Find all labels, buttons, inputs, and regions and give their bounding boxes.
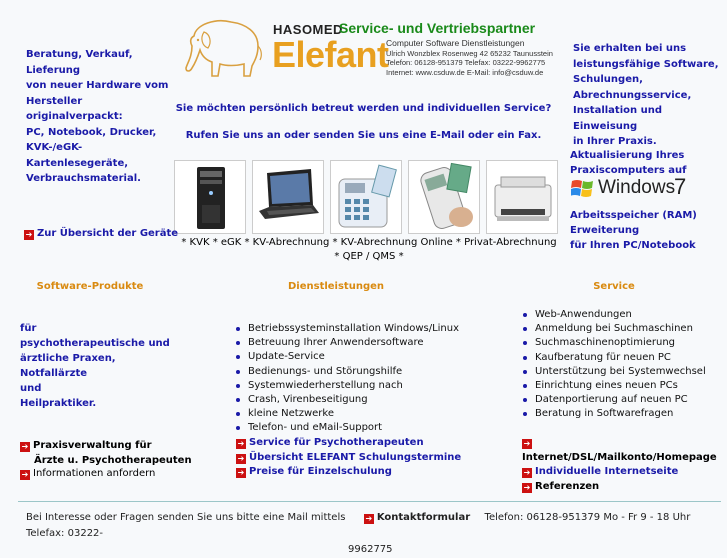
- list-item: Kaufberatung für neuen PC: [520, 351, 720, 365]
- arrow-right-icon: ➔: [523, 468, 531, 477]
- pc-tower-image[interactable]: [174, 160, 246, 234]
- arrow-right-icon: ➔: [237, 453, 245, 463]
- elephant-icon: [176, 16, 268, 78]
- list-item: kleine Netzwerke: [233, 407, 503, 421]
- printer-image[interactable]: [486, 160, 558, 234]
- service-list-container: [520, 308, 720, 422]
- footer-phone-fax: Telefon: 06128-951379 Mo - Fr 9 - 18 Uhr Telefax: 03222-: [26, 512, 691, 539]
- target-line: Heilpraktiker.: [20, 398, 97, 409]
- link-label[interactable]: Internet/DSL/Mailkonto/Homepage: [522, 451, 717, 463]
- service-list: [520, 308, 720, 422]
- card-reader-image[interactable]: [330, 160, 402, 234]
- device-overview-label[interactable]: Zur Übersicht der Geräte: [37, 228, 179, 239]
- hasomed-brand: HASOMED: [273, 22, 343, 37]
- windows7-logo: [571, 176, 691, 202]
- list-item: Systemwiederherstellung nach: [233, 379, 503, 393]
- training-prices-link[interactable]: [236, 465, 461, 480]
- intro-line: KVK-/eGK-Kartenlesegeräte,: [26, 142, 129, 169]
- arrow-right-icon: ➔: [237, 468, 245, 477]
- arrow-right-icon: ➔: [21, 470, 29, 479]
- list-item: Update-Service: [233, 350, 503, 364]
- list-item: Betreuung Ihrer Anwendersoftware: [233, 336, 503, 350]
- list-item: Betriebssysteminstallation Windows/Linux: [233, 322, 503, 336]
- arrow-right-icon: ➔: [523, 482, 531, 492]
- training-dates-link[interactable]: [236, 451, 461, 466]
- upgrade-line: Aktualisierung Ihres: [570, 150, 685, 161]
- list-item: Anmeldung bei Suchmaschinen: [520, 322, 720, 336]
- link-label[interactable]: Individuelle Internetseite: [535, 466, 679, 477]
- windows-wordmark: Windows: [598, 177, 676, 198]
- intro-line: Beratung, Verkauf, Lieferung: [26, 49, 133, 76]
- software-target-text: [20, 321, 170, 411]
- request-info-label[interactable]: Informationen anfordern: [33, 468, 156, 479]
- software-heading: Software-Produkte: [36, 281, 144, 292]
- list-item: Suchmaschinenoptimierung: [520, 336, 720, 350]
- footer-fax-cont: 9962775: [348, 544, 393, 555]
- footer-text: Bei Interesse oder Fragen senden Sie uns bitte eine Mail mittels: [26, 512, 346, 523]
- services-heading: Dienstleistungen: [287, 281, 385, 292]
- arrow-right-icon: ➔: [365, 514, 373, 523]
- intro-line: Abrechnungsservice,: [573, 89, 692, 101]
- internet-link[interactable]: [522, 436, 727, 465]
- notebook-image[interactable]: [252, 160, 324, 234]
- practice-link-label-2[interactable]: Ärzte u. Psychotherapeuten: [34, 455, 192, 466]
- upgrade-line: Praxiscomputers auf: [570, 165, 687, 176]
- list-item: Beratung in Softwarefragen: [520, 407, 720, 421]
- windows-flag-icon: [571, 178, 595, 200]
- request-info-link[interactable]: [20, 468, 155, 480]
- windows-version: 7: [674, 174, 687, 199]
- practice-management-link[interactable]: [20, 438, 192, 468]
- link-label[interactable]: Referenzen: [535, 480, 600, 492]
- references-link[interactable]: [522, 480, 727, 495]
- target-line: psychotherapeutische und: [20, 338, 170, 349]
- mobile-reader-image[interactable]: [408, 160, 480, 234]
- intro-line: Sie erhalten bei uns: [573, 43, 687, 54]
- logo-header: [176, 16, 568, 82]
- psychotherapist-service-link[interactable]: [236, 436, 461, 451]
- custom-website-link[interactable]: [522, 465, 727, 480]
- company-line: Computer Software Dienstleistungen: [386, 38, 525, 48]
- contact-form-label[interactable]: Kontaktformular: [376, 512, 471, 523]
- company-line: Internet: www.csduw.de E-Mail: info@csduw.de: [386, 67, 544, 77]
- target-line: Notfallärzte: [20, 368, 88, 379]
- intro-line: von neuer Hardware vom: [26, 80, 169, 91]
- link-label[interactable]: Übersicht ELEFANT Schulungstermine: [249, 451, 462, 463]
- device-overview-link[interactable]: [24, 228, 178, 240]
- list-item: Datenportierung auf neuen PC: [520, 393, 720, 407]
- intro-line: Verbrauchsmaterial.: [26, 173, 141, 184]
- elefant-brand: Elefant: [272, 34, 389, 75]
- intro-line: Installation und Einweisung: [573, 105, 662, 132]
- link-label[interactable]: Preise für Einzelschulung: [249, 466, 392, 477]
- practice-link-label[interactable]: Praxisverwaltung für: [33, 440, 152, 451]
- intro-line: Hersteller originalverpackt:: [26, 95, 123, 122]
- footer-divider: [18, 501, 721, 502]
- target-line: ärztliche Praxen,: [20, 353, 116, 364]
- list-item: Unterstützung bei Systemwechsel: [520, 365, 720, 379]
- arrow-right-icon: ➔: [21, 442, 29, 451]
- arrow-right-icon: ➔: [523, 439, 531, 448]
- feature-list: * KVK * eGK * KV-Abrechnung * KV-Abrechnung Online * Privat-Abrechnung * QEP / QMS *: [181, 237, 557, 262]
- service-heading: Service: [593, 281, 635, 292]
- company-info: [386, 39, 566, 77]
- contact-form-link[interactable]: [364, 512, 470, 523]
- list-item: Einrichtung eines neuen PCs: [520, 379, 720, 393]
- partner-title: Service- und Vertriebspartner: [339, 20, 536, 36]
- service-question: Sie möchten persönlich betreut werden und individuellen Service?: [175, 103, 552, 114]
- arrow-right-icon: ➔: [25, 230, 33, 239]
- company-line: Ulrich Wonzblex Rosenweg 42 65232 Taunusstein: [386, 48, 553, 58]
- services-list-container: [233, 322, 503, 436]
- arrow-right-icon: ➔: [237, 439, 245, 448]
- ram-line: Erweiterung: [570, 225, 640, 236]
- footer: [26, 510, 716, 558]
- services-list: [233, 322, 503, 436]
- list-item: Crash, Virenbeseitigung: [233, 393, 503, 407]
- services-links: [236, 436, 461, 480]
- list-item: Telefon- und eMail-Support: [233, 421, 503, 435]
- contact-invite: Rufen Sie uns an oder senden Sie uns eine E-Mail oder ein Fax.: [185, 130, 542, 141]
- intro-line: in Ihrer Praxis.: [573, 136, 657, 147]
- ram-line: für Ihren PC/Notebook: [570, 240, 696, 251]
- intro-line: Schulungen,: [573, 74, 643, 85]
- list-item: Web-Anwendungen: [520, 308, 720, 322]
- ram-line: Arbeitsspeicher (RAM): [570, 210, 697, 221]
- target-line: und: [20, 383, 42, 394]
- intro-line: PC, Notebook, Drucker,: [26, 126, 157, 138]
- company-line: Telefon: 06128-951379 Telefax: 03222-9962775: [386, 58, 546, 67]
- intro-line: leistungsfähige Software,: [573, 58, 719, 70]
- service-links: [522, 436, 727, 494]
- list-item: Bedienungs- und Störungshilfe: [233, 365, 503, 379]
- hardware-intro: [26, 47, 176, 187]
- target-line: für: [20, 323, 37, 334]
- link-label[interactable]: Service für Psychotherapeuten: [249, 437, 424, 448]
